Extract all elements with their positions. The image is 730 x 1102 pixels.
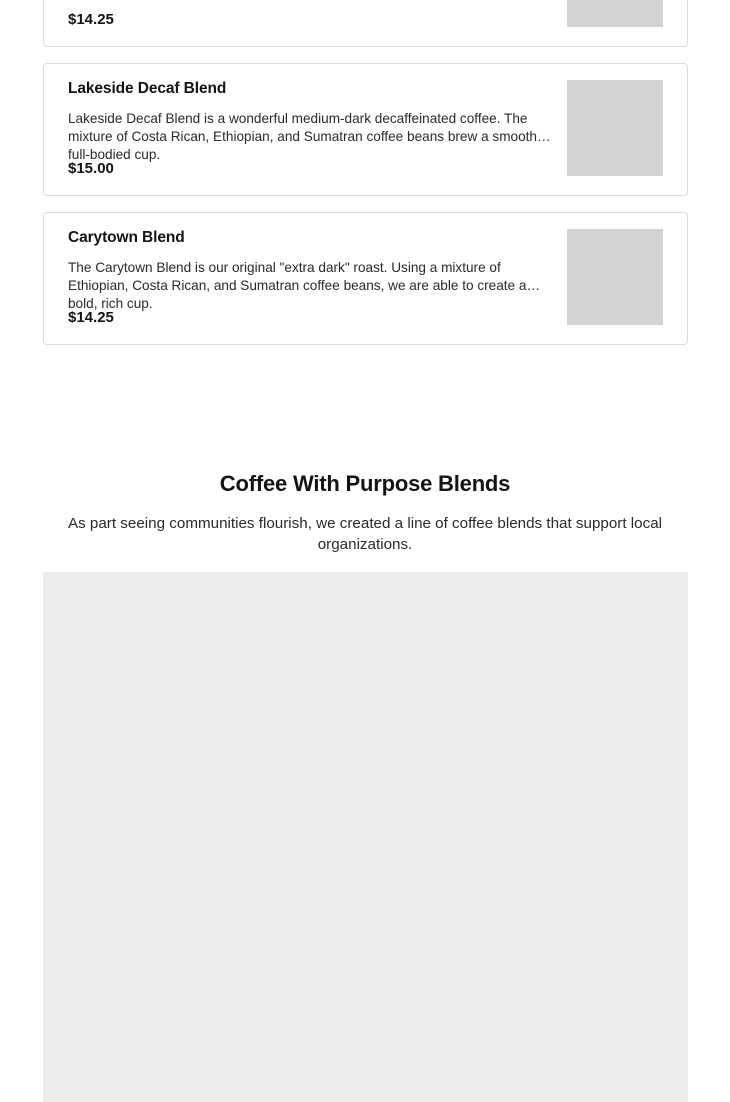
product-description: Lakeside Decaf Blend is a wonderful medium-dark decaffeinated coffee. The mixture of Costa Rican, Ethiopian, and Sumatran coffee beans brew a smooth, full-bodied cup. [68, 111, 541, 162]
product-card[interactable] [43, 63, 688, 196]
product-card[interactable] [43, 0, 688, 47]
product-image[interactable] [567, 229, 663, 325]
product-price: $15.00 [68, 160, 114, 177]
product-image[interactable] [567, 80, 663, 176]
product-description: The Carytown Blend is our original "extra dark" roast. Using a mixture of Ethiopian, Costa Rican, and Sumatran coffee beans, we are able to create a bold, rich cup. [68, 260, 527, 311]
product-price: $14.25 [68, 11, 114, 28]
product-card[interactable] [43, 212, 688, 345]
product-name[interactable]: Carytown Blend [68, 229, 185, 246]
product-name[interactable]: Lakeside Decaf Blend [68, 80, 227, 97]
section-subtitle: As part seeing communities flourish, we created a line of coffee blends that support local organizations. [67, 515, 663, 553]
section-image-placeholder [43, 572, 688, 1102]
product-price: $14.25 [68, 309, 114, 326]
product-image[interactable] [567, 0, 663, 27]
section-title: Coffee With Purpose Blends [219, 471, 511, 496]
